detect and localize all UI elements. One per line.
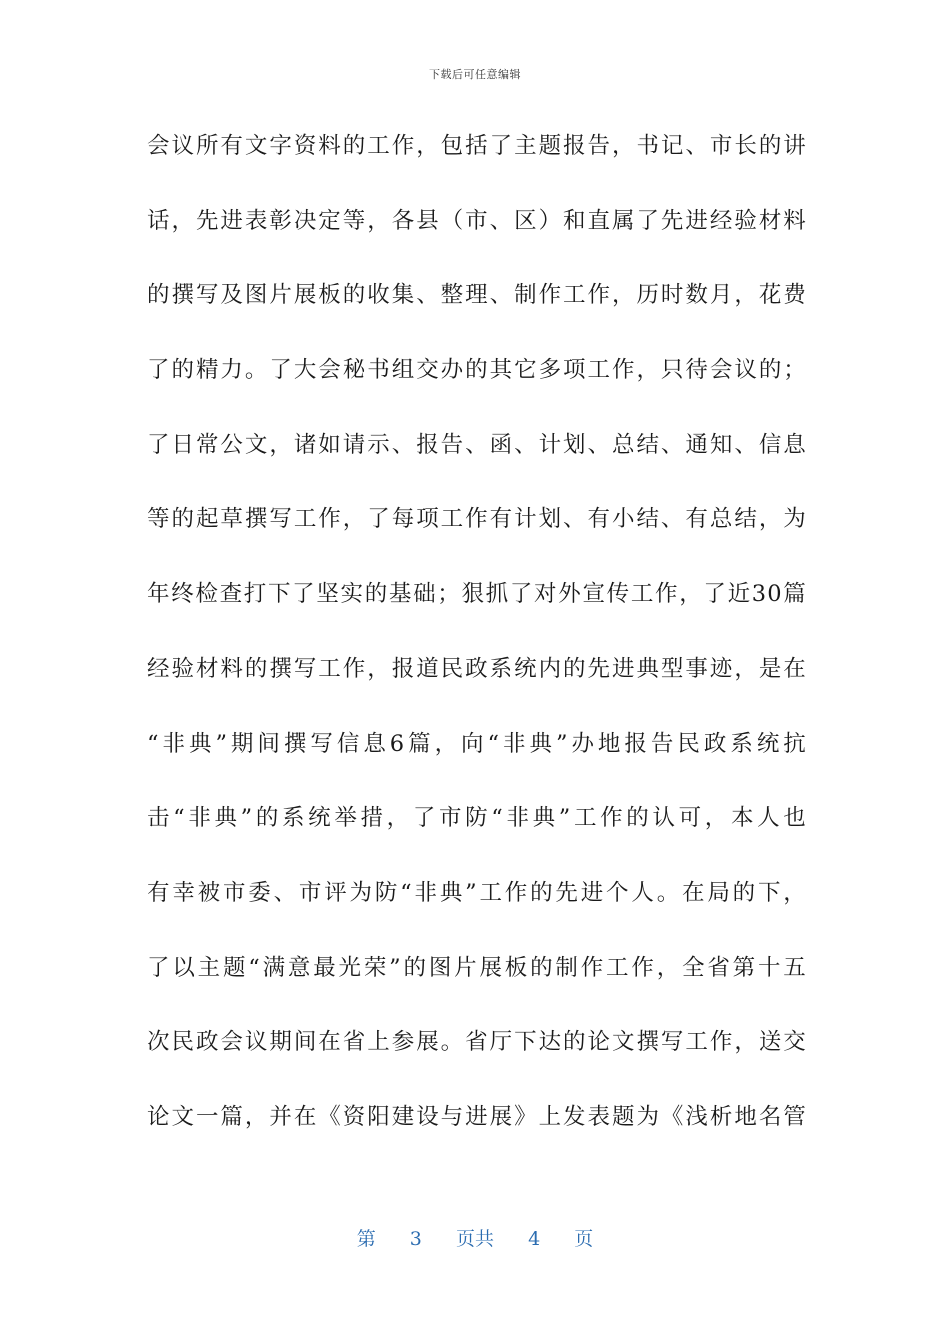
body-line: 次民政会议期间在省上参展。省厅下达的论文撰写工作，送交 bbox=[147, 1029, 807, 1056]
current-page-number: 3 bbox=[409, 1228, 422, 1250]
page-footer bbox=[0, 1224, 950, 1251]
body-line: 了以主题“满意最光荣”的图片展板的制作工作，全省第十五 bbox=[147, 954, 807, 981]
page-suffix: 页 bbox=[574, 1228, 594, 1250]
page-mid-label: 页共 bbox=[455, 1228, 494, 1250]
document-body bbox=[147, 122, 807, 1168]
body-line: “非典”期间撰写信息6篇，向“非典”办地报告民政系统抗 bbox=[147, 730, 807, 757]
header-note: 下载后可任意编辑 bbox=[429, 68, 521, 81]
body-line: 论文一篇，并在《资阳建设与进展》上发表题为《浅析地名管 bbox=[147, 1103, 807, 1130]
body-line: 等的起草撰写工作，了每项工作有计划、有小结、有总结，为 bbox=[147, 506, 807, 533]
body-line: 会议所有文字资料的工作，包括了主题报告，书记、市长的讲 bbox=[147, 133, 807, 159]
body-line: 了的精力。了大会秘书组交办的其它多项工作，只待会议的； bbox=[147, 357, 807, 384]
total-pages-number: 4 bbox=[528, 1228, 541, 1250]
body-line: 有幸被市委、市评为防“非典”工作的先进个人。在局的下， bbox=[147, 879, 807, 906]
body-line: 话，先进表彰决定等，各县（市、区）和直属了先进经验材料 bbox=[147, 207, 807, 234]
page-prefix: 第 bbox=[356, 1228, 376, 1250]
body-line: 的撰写及图片展板的收集、整理、制作工作，历时数月，花费 bbox=[147, 282, 807, 309]
body-line: 经验材料的撰写工作，报道民政系统内的先进典型事迹，是在 bbox=[147, 655, 807, 682]
body-line: 年终检查打下了坚实的基础；狠抓了对外宣传工作，了近30篇 bbox=[147, 581, 807, 608]
body-line: 了日常公文，诸如请示、报告、函、计划、总结、通知、信息 bbox=[147, 431, 807, 458]
body-line: 击“非典”的系统举措，了市防“非典”工作的认可，本人也 bbox=[147, 805, 807, 832]
